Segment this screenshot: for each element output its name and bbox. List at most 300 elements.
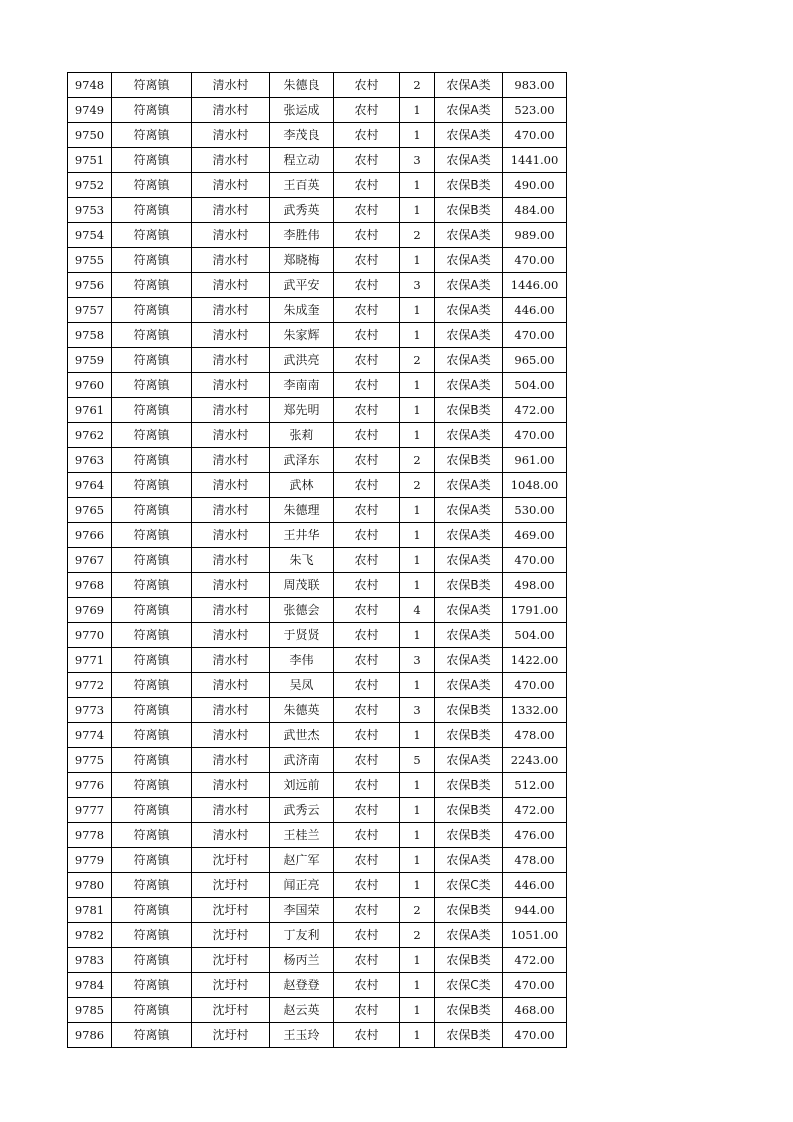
name-cell: 周茂联 bbox=[270, 573, 334, 598]
area-type-cell: 农村 bbox=[334, 423, 400, 448]
name-cell: 赵广军 bbox=[270, 848, 334, 873]
village-cell: 清水村 bbox=[192, 273, 270, 298]
name-cell: 郑晓梅 bbox=[270, 248, 334, 273]
name-cell: 张莉 bbox=[270, 423, 334, 448]
amount-cell: 1446.00 bbox=[503, 273, 567, 298]
table-row bbox=[68, 898, 567, 923]
records-table bbox=[67, 72, 567, 1048]
table-row bbox=[68, 973, 567, 998]
insurance-category-cell: 农保C类 bbox=[435, 973, 503, 998]
town-cell: 符离镇 bbox=[112, 223, 192, 248]
insurance-category-cell: 农保A类 bbox=[435, 923, 503, 948]
area-type-cell: 农村 bbox=[334, 873, 400, 898]
area-type-cell: 农村 bbox=[334, 448, 400, 473]
village-cell: 沈圩村 bbox=[192, 898, 270, 923]
insurance-category-cell: 农保B类 bbox=[435, 998, 503, 1023]
name-cell: 程立动 bbox=[270, 148, 334, 173]
amount-cell: 490.00 bbox=[503, 173, 567, 198]
amount-cell: 1048.00 bbox=[503, 473, 567, 498]
town-cell: 符离镇 bbox=[112, 298, 192, 323]
area-type-cell: 农村 bbox=[334, 523, 400, 548]
record-id-cell: 9774 bbox=[68, 723, 112, 748]
household-count-cell: 1 bbox=[400, 1023, 435, 1048]
record-id-cell: 9756 bbox=[68, 273, 112, 298]
amount-cell: 1791.00 bbox=[503, 598, 567, 623]
town-cell: 符离镇 bbox=[112, 398, 192, 423]
household-count-cell: 2 bbox=[400, 923, 435, 948]
town-cell: 符离镇 bbox=[112, 798, 192, 823]
record-id-cell: 9760 bbox=[68, 373, 112, 398]
village-cell: 清水村 bbox=[192, 248, 270, 273]
household-count-cell: 1 bbox=[400, 373, 435, 398]
table-row bbox=[68, 198, 567, 223]
town-cell: 符离镇 bbox=[112, 473, 192, 498]
household-count-cell: 1 bbox=[400, 873, 435, 898]
area-type-cell: 农村 bbox=[334, 198, 400, 223]
area-type-cell: 农村 bbox=[334, 348, 400, 373]
table-row bbox=[68, 573, 567, 598]
village-cell: 清水村 bbox=[192, 448, 270, 473]
town-cell: 符离镇 bbox=[112, 723, 192, 748]
insurance-category-cell: 农保A类 bbox=[435, 123, 503, 148]
household-count-cell: 1 bbox=[400, 848, 435, 873]
record-id-cell: 9773 bbox=[68, 698, 112, 723]
record-id-cell: 9764 bbox=[68, 473, 112, 498]
table-row bbox=[68, 1023, 567, 1048]
insurance-category-cell: 农保A类 bbox=[435, 98, 503, 123]
insurance-category-cell: 农保A类 bbox=[435, 223, 503, 248]
amount-cell: 470.00 bbox=[503, 123, 567, 148]
table-row bbox=[68, 623, 567, 648]
household-count-cell: 1 bbox=[400, 573, 435, 598]
table-row bbox=[68, 848, 567, 873]
amount-cell: 470.00 bbox=[503, 548, 567, 573]
village-cell: 清水村 bbox=[192, 398, 270, 423]
area-type-cell: 农村 bbox=[334, 723, 400, 748]
table-row bbox=[68, 248, 567, 273]
amount-cell: 1051.00 bbox=[503, 923, 567, 948]
name-cell: 李伟 bbox=[270, 648, 334, 673]
village-cell: 清水村 bbox=[192, 373, 270, 398]
amount-cell: 446.00 bbox=[503, 873, 567, 898]
household-count-cell: 1 bbox=[400, 98, 435, 123]
record-id-cell: 9786 bbox=[68, 1023, 112, 1048]
town-cell: 符离镇 bbox=[112, 848, 192, 873]
household-count-cell: 1 bbox=[400, 773, 435, 798]
area-type-cell: 农村 bbox=[334, 248, 400, 273]
name-cell: 朱德英 bbox=[270, 698, 334, 723]
insurance-category-cell: 农保B类 bbox=[435, 173, 503, 198]
record-id-cell: 9777 bbox=[68, 798, 112, 823]
table-row bbox=[68, 723, 567, 748]
insurance-category-cell: 农保A类 bbox=[435, 248, 503, 273]
record-id-cell: 9779 bbox=[68, 848, 112, 873]
area-type-cell: 农村 bbox=[334, 973, 400, 998]
town-cell: 符离镇 bbox=[112, 748, 192, 773]
insurance-category-cell: 农保B类 bbox=[435, 1023, 503, 1048]
village-cell: 清水村 bbox=[192, 323, 270, 348]
record-id-cell: 9783 bbox=[68, 948, 112, 973]
area-type-cell: 农村 bbox=[334, 698, 400, 723]
insurance-category-cell: 农保A类 bbox=[435, 323, 503, 348]
name-cell: 武林 bbox=[270, 473, 334, 498]
table-row bbox=[68, 348, 567, 373]
household-count-cell: 5 bbox=[400, 748, 435, 773]
insurance-category-cell: 农保A类 bbox=[435, 148, 503, 173]
amount-cell: 504.00 bbox=[503, 623, 567, 648]
insurance-category-cell: 农保B类 bbox=[435, 723, 503, 748]
household-count-cell: 1 bbox=[400, 298, 435, 323]
record-id-cell: 9765 bbox=[68, 498, 112, 523]
table-row bbox=[68, 223, 567, 248]
table-row bbox=[68, 498, 567, 523]
name-cell: 刘远前 bbox=[270, 773, 334, 798]
village-cell: 沈圩村 bbox=[192, 923, 270, 948]
name-cell: 杨丙兰 bbox=[270, 948, 334, 973]
village-cell: 清水村 bbox=[192, 548, 270, 573]
amount-cell: 470.00 bbox=[503, 673, 567, 698]
table-row bbox=[68, 473, 567, 498]
table-row bbox=[68, 873, 567, 898]
insurance-category-cell: 农保A类 bbox=[435, 498, 503, 523]
town-cell: 符离镇 bbox=[112, 273, 192, 298]
amount-cell: 478.00 bbox=[503, 723, 567, 748]
amount-cell: 944.00 bbox=[503, 898, 567, 923]
name-cell: 丁友利 bbox=[270, 923, 334, 948]
insurance-category-cell: 农保A类 bbox=[435, 348, 503, 373]
area-type-cell: 农村 bbox=[334, 298, 400, 323]
amount-cell: 2243.00 bbox=[503, 748, 567, 773]
village-cell: 清水村 bbox=[192, 473, 270, 498]
household-count-cell: 1 bbox=[400, 623, 435, 648]
village-cell: 清水村 bbox=[192, 698, 270, 723]
amount-cell: 470.00 bbox=[503, 973, 567, 998]
insurance-category-cell: 农保B类 bbox=[435, 448, 503, 473]
amount-cell: 472.00 bbox=[503, 798, 567, 823]
insurance-category-cell: 农保A类 bbox=[435, 473, 503, 498]
area-type-cell: 农村 bbox=[334, 173, 400, 198]
village-cell: 清水村 bbox=[192, 623, 270, 648]
record-id-cell: 9780 bbox=[68, 873, 112, 898]
table-row bbox=[68, 423, 567, 448]
town-cell: 符离镇 bbox=[112, 623, 192, 648]
village-cell: 清水村 bbox=[192, 98, 270, 123]
town-cell: 符离镇 bbox=[112, 348, 192, 373]
record-id-cell: 9769 bbox=[68, 598, 112, 623]
household-count-cell: 1 bbox=[400, 123, 435, 148]
table-row bbox=[68, 323, 567, 348]
village-cell: 清水村 bbox=[192, 198, 270, 223]
insurance-category-cell: 农保A类 bbox=[435, 623, 503, 648]
insurance-category-cell: 农保B类 bbox=[435, 398, 503, 423]
amount-cell: 1332.00 bbox=[503, 698, 567, 723]
town-cell: 符离镇 bbox=[112, 998, 192, 1023]
record-id-cell: 9758 bbox=[68, 323, 112, 348]
name-cell: 武济南 bbox=[270, 748, 334, 773]
village-cell: 清水村 bbox=[192, 123, 270, 148]
insurance-category-cell: 农保B类 bbox=[435, 823, 503, 848]
village-cell: 沈圩村 bbox=[192, 848, 270, 873]
amount-cell: 476.00 bbox=[503, 823, 567, 848]
name-cell: 王玉玲 bbox=[270, 1023, 334, 1048]
insurance-category-cell: 农保B类 bbox=[435, 698, 503, 723]
table-row bbox=[68, 398, 567, 423]
area-type-cell: 农村 bbox=[334, 223, 400, 248]
insurance-category-cell: 农保A类 bbox=[435, 423, 503, 448]
area-type-cell: 农村 bbox=[334, 548, 400, 573]
village-cell: 清水村 bbox=[192, 823, 270, 848]
village-cell: 清水村 bbox=[192, 773, 270, 798]
insurance-category-cell: 农保B类 bbox=[435, 773, 503, 798]
name-cell: 王桂兰 bbox=[270, 823, 334, 848]
table-row bbox=[68, 648, 567, 673]
insurance-category-cell: 农保A类 bbox=[435, 748, 503, 773]
amount-cell: 989.00 bbox=[503, 223, 567, 248]
name-cell: 武秀云 bbox=[270, 798, 334, 823]
household-count-cell: 1 bbox=[400, 523, 435, 548]
village-cell: 沈圩村 bbox=[192, 973, 270, 998]
town-cell: 符离镇 bbox=[112, 548, 192, 573]
record-id-cell: 9782 bbox=[68, 923, 112, 948]
village-cell: 清水村 bbox=[192, 498, 270, 523]
amount-cell: 468.00 bbox=[503, 998, 567, 1023]
name-cell: 李国荣 bbox=[270, 898, 334, 923]
town-cell: 符离镇 bbox=[112, 598, 192, 623]
household-count-cell: 1 bbox=[400, 723, 435, 748]
household-count-cell: 1 bbox=[400, 398, 435, 423]
record-id-cell: 9776 bbox=[68, 773, 112, 798]
name-cell: 郑先明 bbox=[270, 398, 334, 423]
record-id-cell: 9771 bbox=[68, 648, 112, 673]
area-type-cell: 农村 bbox=[334, 573, 400, 598]
village-cell: 清水村 bbox=[192, 223, 270, 248]
amount-cell: 470.00 bbox=[503, 248, 567, 273]
insurance-category-cell: 农保A类 bbox=[435, 298, 503, 323]
town-cell: 符离镇 bbox=[112, 373, 192, 398]
record-id-cell: 9754 bbox=[68, 223, 112, 248]
name-cell: 朱飞 bbox=[270, 548, 334, 573]
insurance-category-cell: 农保B类 bbox=[435, 573, 503, 598]
table-row bbox=[68, 998, 567, 1023]
table-row bbox=[68, 773, 567, 798]
table-row bbox=[68, 148, 567, 173]
town-cell: 符离镇 bbox=[112, 873, 192, 898]
name-cell: 张运成 bbox=[270, 98, 334, 123]
area-type-cell: 农村 bbox=[334, 498, 400, 523]
table-row bbox=[68, 823, 567, 848]
household-count-cell: 4 bbox=[400, 598, 435, 623]
area-type-cell: 农村 bbox=[334, 898, 400, 923]
table-row bbox=[68, 523, 567, 548]
record-id-cell: 9781 bbox=[68, 898, 112, 923]
insurance-category-cell: 农保B类 bbox=[435, 198, 503, 223]
village-cell: 沈圩村 bbox=[192, 948, 270, 973]
household-count-cell: 1 bbox=[400, 823, 435, 848]
area-type-cell: 农村 bbox=[334, 598, 400, 623]
record-id-cell: 9785 bbox=[68, 998, 112, 1023]
table-row bbox=[68, 273, 567, 298]
town-cell: 符离镇 bbox=[112, 573, 192, 598]
record-id-cell: 9750 bbox=[68, 123, 112, 148]
insurance-category-cell: 农保A类 bbox=[435, 523, 503, 548]
area-type-cell: 农村 bbox=[334, 148, 400, 173]
village-cell: 清水村 bbox=[192, 298, 270, 323]
table-body bbox=[68, 73, 567, 1048]
area-type-cell: 农村 bbox=[334, 648, 400, 673]
record-id-cell: 9768 bbox=[68, 573, 112, 598]
name-cell: 朱德理 bbox=[270, 498, 334, 523]
area-type-cell: 农村 bbox=[334, 798, 400, 823]
record-id-cell: 9748 bbox=[68, 73, 112, 98]
household-count-cell: 1 bbox=[400, 998, 435, 1023]
amount-cell: 1441.00 bbox=[503, 148, 567, 173]
town-cell: 符离镇 bbox=[112, 498, 192, 523]
amount-cell: 983.00 bbox=[503, 73, 567, 98]
table-row bbox=[68, 748, 567, 773]
area-type-cell: 农村 bbox=[334, 948, 400, 973]
amount-cell: 472.00 bbox=[503, 398, 567, 423]
household-count-cell: 3 bbox=[400, 273, 435, 298]
town-cell: 符离镇 bbox=[112, 773, 192, 798]
amount-cell: 504.00 bbox=[503, 373, 567, 398]
area-type-cell: 农村 bbox=[334, 748, 400, 773]
area-type-cell: 农村 bbox=[334, 473, 400, 498]
record-id-cell: 9761 bbox=[68, 398, 112, 423]
amount-cell: 1422.00 bbox=[503, 648, 567, 673]
household-count-cell: 1 bbox=[400, 423, 435, 448]
area-type-cell: 农村 bbox=[334, 923, 400, 948]
record-id-cell: 9766 bbox=[68, 523, 112, 548]
household-count-cell: 3 bbox=[400, 148, 435, 173]
name-cell: 赵登登 bbox=[270, 973, 334, 998]
village-cell: 沈圩村 bbox=[192, 998, 270, 1023]
area-type-cell: 农村 bbox=[334, 623, 400, 648]
amount-cell: 446.00 bbox=[503, 298, 567, 323]
record-id-cell: 9751 bbox=[68, 148, 112, 173]
area-type-cell: 农村 bbox=[334, 848, 400, 873]
village-cell: 清水村 bbox=[192, 648, 270, 673]
insurance-category-cell: 农保A类 bbox=[435, 848, 503, 873]
town-cell: 符离镇 bbox=[112, 173, 192, 198]
name-cell: 武平安 bbox=[270, 273, 334, 298]
village-cell: 清水村 bbox=[192, 598, 270, 623]
insurance-category-cell: 农保A类 bbox=[435, 373, 503, 398]
area-type-cell: 农村 bbox=[334, 998, 400, 1023]
amount-cell: 478.00 bbox=[503, 848, 567, 873]
town-cell: 符离镇 bbox=[112, 148, 192, 173]
amount-cell: 484.00 bbox=[503, 198, 567, 223]
town-cell: 符离镇 bbox=[112, 648, 192, 673]
area-type-cell: 农村 bbox=[334, 1023, 400, 1048]
name-cell: 朱家辉 bbox=[270, 323, 334, 348]
insurance-category-cell: 农保A类 bbox=[435, 673, 503, 698]
record-id-cell: 9763 bbox=[68, 448, 112, 473]
village-cell: 清水村 bbox=[192, 173, 270, 198]
table-row bbox=[68, 598, 567, 623]
household-count-cell: 1 bbox=[400, 498, 435, 523]
household-count-cell: 1 bbox=[400, 198, 435, 223]
household-count-cell: 3 bbox=[400, 698, 435, 723]
record-id-cell: 9778 bbox=[68, 823, 112, 848]
household-count-cell: 1 bbox=[400, 673, 435, 698]
table-row bbox=[68, 923, 567, 948]
insurance-category-cell: 农保B类 bbox=[435, 798, 503, 823]
record-id-cell: 9770 bbox=[68, 623, 112, 648]
amount-cell: 470.00 bbox=[503, 1023, 567, 1048]
amount-cell: 498.00 bbox=[503, 573, 567, 598]
table-row bbox=[68, 73, 567, 98]
village-cell: 清水村 bbox=[192, 748, 270, 773]
table-row bbox=[68, 373, 567, 398]
name-cell: 武泽东 bbox=[270, 448, 334, 473]
village-cell: 清水村 bbox=[192, 348, 270, 373]
area-type-cell: 农村 bbox=[334, 823, 400, 848]
village-cell: 清水村 bbox=[192, 523, 270, 548]
amount-cell: 472.00 bbox=[503, 948, 567, 973]
household-count-cell: 2 bbox=[400, 448, 435, 473]
name-cell: 赵云英 bbox=[270, 998, 334, 1023]
table-row bbox=[68, 698, 567, 723]
village-cell: 清水村 bbox=[192, 673, 270, 698]
table-row bbox=[68, 548, 567, 573]
town-cell: 符离镇 bbox=[112, 1023, 192, 1048]
area-type-cell: 农村 bbox=[334, 323, 400, 348]
insurance-category-cell: 农保A类 bbox=[435, 648, 503, 673]
record-id-cell: 9753 bbox=[68, 198, 112, 223]
town-cell: 符离镇 bbox=[112, 98, 192, 123]
town-cell: 符离镇 bbox=[112, 698, 192, 723]
town-cell: 符离镇 bbox=[112, 673, 192, 698]
insurance-category-cell: 农保A类 bbox=[435, 548, 503, 573]
town-cell: 符离镇 bbox=[112, 948, 192, 973]
record-id-cell: 9757 bbox=[68, 298, 112, 323]
town-cell: 符离镇 bbox=[112, 73, 192, 98]
household-count-cell: 3 bbox=[400, 648, 435, 673]
village-cell: 清水村 bbox=[192, 148, 270, 173]
village-cell: 清水村 bbox=[192, 573, 270, 598]
record-id-cell: 9762 bbox=[68, 423, 112, 448]
amount-cell: 470.00 bbox=[503, 423, 567, 448]
town-cell: 符离镇 bbox=[112, 923, 192, 948]
name-cell: 张德会 bbox=[270, 598, 334, 623]
town-cell: 符离镇 bbox=[112, 198, 192, 223]
amount-cell: 523.00 bbox=[503, 98, 567, 123]
table-row bbox=[68, 798, 567, 823]
village-cell: 沈圩村 bbox=[192, 873, 270, 898]
record-id-cell: 9784 bbox=[68, 973, 112, 998]
record-id-cell: 9772 bbox=[68, 673, 112, 698]
town-cell: 符离镇 bbox=[112, 248, 192, 273]
village-cell: 清水村 bbox=[192, 423, 270, 448]
village-cell: 清水村 bbox=[192, 73, 270, 98]
town-cell: 符离镇 bbox=[112, 898, 192, 923]
name-cell: 吴凤 bbox=[270, 673, 334, 698]
record-id-cell: 9775 bbox=[68, 748, 112, 773]
area-type-cell: 农村 bbox=[334, 123, 400, 148]
household-count-cell: 2 bbox=[400, 898, 435, 923]
name-cell: 朱德良 bbox=[270, 73, 334, 98]
town-cell: 符离镇 bbox=[112, 823, 192, 848]
table-row bbox=[68, 173, 567, 198]
table-row bbox=[68, 948, 567, 973]
insurance-category-cell: 农保A类 bbox=[435, 598, 503, 623]
area-type-cell: 农村 bbox=[334, 773, 400, 798]
household-count-cell: 1 bbox=[400, 798, 435, 823]
name-cell: 王百英 bbox=[270, 173, 334, 198]
record-id-cell: 9752 bbox=[68, 173, 112, 198]
amount-cell: 961.00 bbox=[503, 448, 567, 473]
area-type-cell: 农村 bbox=[334, 373, 400, 398]
